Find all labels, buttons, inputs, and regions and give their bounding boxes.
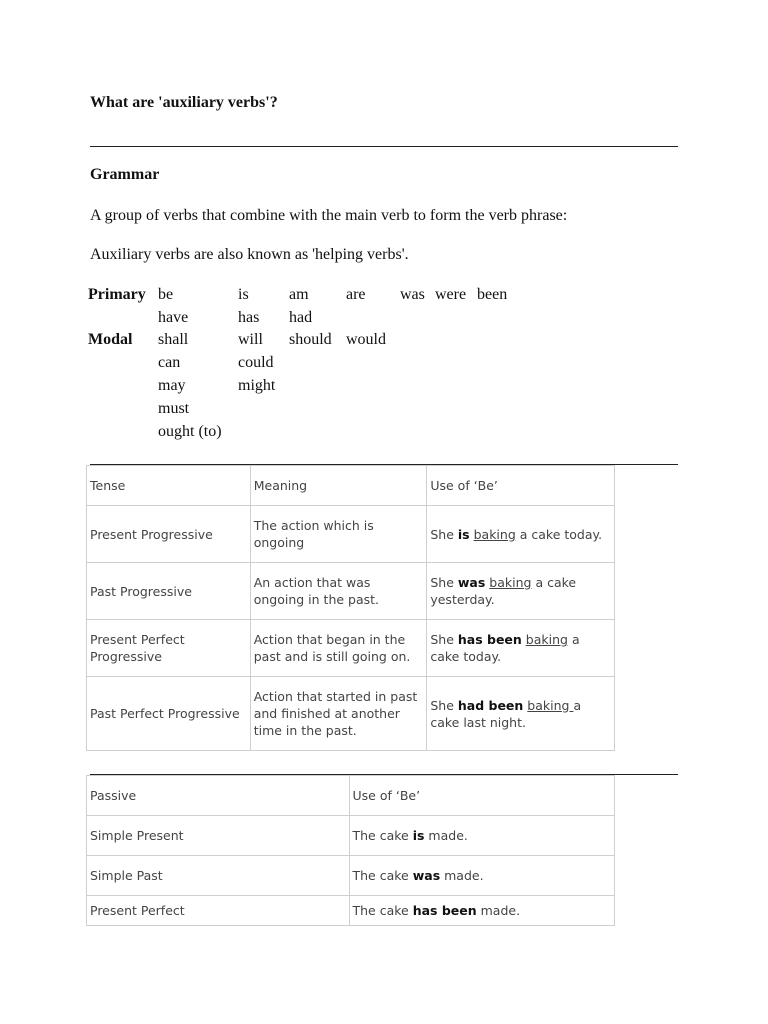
modal-label: Modal xyxy=(88,331,133,348)
verb-word: must xyxy=(158,400,190,417)
verb-word: had xyxy=(289,309,313,326)
verb-word: ought (to) xyxy=(158,423,222,440)
passive-cell: Present Perfect xyxy=(87,896,350,926)
verb-word: should xyxy=(289,331,332,348)
meaning-cell: An action that was ongoing in the past. xyxy=(250,563,427,620)
helping-verbs-paragraph: Auxiliary verbs are also known as 'helping verbs'. xyxy=(90,246,409,263)
tense-table xyxy=(86,465,615,751)
section-heading: Grammar xyxy=(90,166,160,183)
use-cell: She had been baking a cake last night. xyxy=(427,677,615,751)
use-cell: She has been baking a cake today. xyxy=(427,620,615,677)
table-row xyxy=(87,620,615,677)
primary-label: Primary xyxy=(88,286,146,303)
table-row xyxy=(87,816,615,856)
tense-cell: Past Progressive xyxy=(87,563,251,620)
verb-word: was xyxy=(400,286,425,303)
verb-word: would xyxy=(346,331,386,348)
tense-cell: Present Perfect Progressive xyxy=(87,620,251,677)
page-title: What are 'auxiliary verbs'? xyxy=(90,94,278,111)
verb-word: are xyxy=(346,286,366,303)
verb-word: could xyxy=(238,354,274,371)
passive-cell: Simple Present xyxy=(87,816,350,856)
use-cell: The cake has been made. xyxy=(349,896,615,926)
use-cell: The cake is made. xyxy=(349,816,615,856)
meaning-cell: The action which is ongoing xyxy=(250,506,427,563)
verb-word: have xyxy=(158,309,189,326)
verb-word: were xyxy=(435,286,467,303)
title-divider xyxy=(90,146,678,147)
header-use-of-be: Use of ‘Be’ xyxy=(349,776,615,816)
header-use-of-be: Use of ‘Be’ xyxy=(427,466,615,506)
table-header-row xyxy=(87,776,615,816)
verb-word: has xyxy=(238,309,260,326)
header-passive: Passive xyxy=(87,776,350,816)
passive-cell: Simple Past xyxy=(87,856,350,896)
table-header-row xyxy=(87,466,615,506)
header-tense: Tense xyxy=(87,466,251,506)
definition-paragraph: A group of verbs that combine with the main verb to form the verb phrase: xyxy=(90,207,568,224)
verb-word: might xyxy=(238,377,276,394)
meaning-cell: Action that began in the past and is still going on. xyxy=(250,620,427,677)
verb-word: shall xyxy=(158,331,189,348)
tense-cell: Past Perfect Progressive xyxy=(87,677,251,751)
table-row xyxy=(87,896,615,926)
use-cell: She is baking a cake today. xyxy=(427,506,615,563)
verb-word: be xyxy=(158,286,174,303)
verb-word: been xyxy=(477,286,508,303)
verb-word: can xyxy=(158,354,181,371)
header-meaning: Meaning xyxy=(250,466,427,506)
use-cell: The cake was made. xyxy=(349,856,615,896)
verb-word: may xyxy=(158,377,186,394)
verb-word: is xyxy=(238,286,249,303)
verb-word: will xyxy=(238,331,263,348)
use-cell: She was baking a cake yesterday. xyxy=(427,563,615,620)
tense-cell: Present Progressive xyxy=(87,506,251,563)
table-row xyxy=(87,506,615,563)
verb-word: am xyxy=(289,286,309,303)
table-row xyxy=(87,677,615,751)
meaning-cell: Action that started in past and finished at another time in the past. xyxy=(250,677,427,751)
table-row xyxy=(87,563,615,620)
passive-table xyxy=(86,775,615,926)
table-row xyxy=(87,856,615,896)
